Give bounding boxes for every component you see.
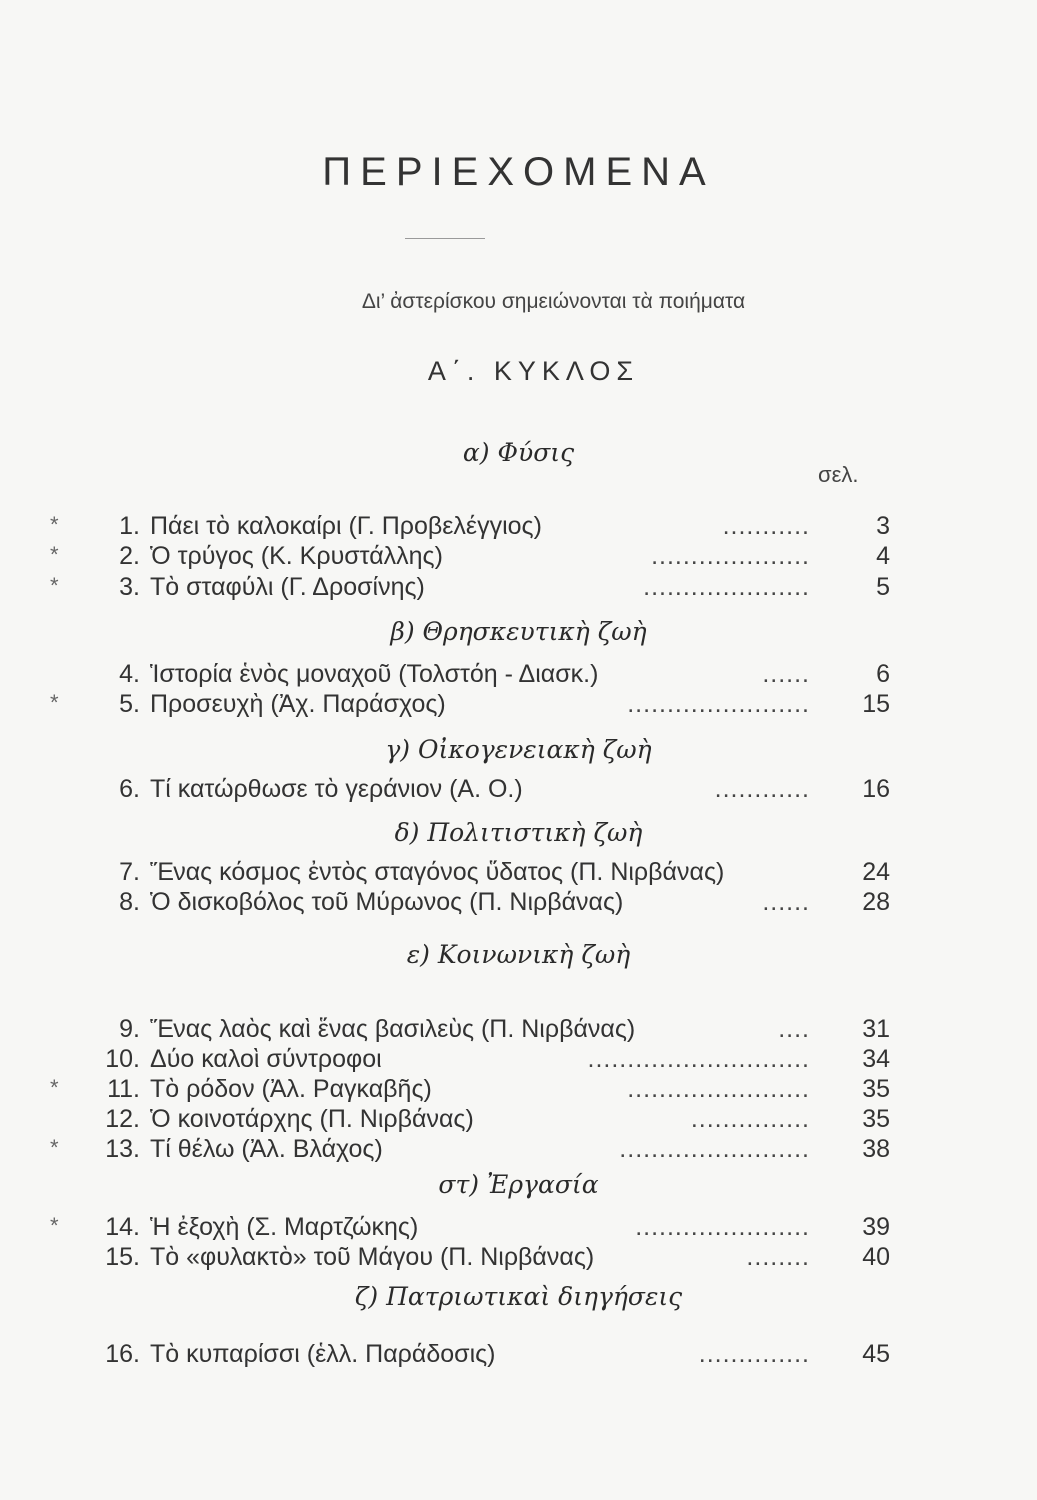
- dot-leader: ......: [762, 660, 810, 688]
- entry-page: 34: [862, 1045, 890, 1073]
- entry-number: 6.: [119, 775, 140, 803]
- toc-entry: [50, 1340, 890, 1372]
- dot-leader: ........: [746, 1243, 810, 1271]
- toc-entry: [50, 1135, 890, 1167]
- entry-number: 13.: [105, 1135, 140, 1163]
- section-heading: δ) Πολιτιστικὴ ζωὴ: [394, 818, 643, 847]
- entry-number: 4.: [119, 660, 140, 688]
- asterisk-mark: *: [50, 573, 59, 598]
- entry-number: 15.: [105, 1243, 140, 1271]
- toc-entry: [50, 1075, 890, 1107]
- section-heading: β) Θρησκευτικὴ ζωὴ: [390, 617, 647, 646]
- dot-leader: ......................: [635, 1213, 810, 1241]
- cycle-heading: Α΄. ΚΥΚΛΟΣ: [427, 356, 640, 386]
- toc-entry: [50, 1105, 890, 1137]
- entry-title: Ἡ ἐξοχὴ (Σ. Μαρτζώκης): [150, 1213, 419, 1241]
- section-heading: α) Φύσις: [462, 438, 575, 467]
- dot-leader: ............: [714, 775, 810, 803]
- entry-title: Ἕνας λαὸς καὶ ἕνας βασιλεὺς (Π. Νιρβάνας): [150, 1015, 636, 1043]
- entry-title: Τί θέλω (Ἀλ. Βλάχος): [150, 1135, 383, 1163]
- entry-title: Ἱστορία ἑνὸς μοναχοῦ (Τολστόη - Διασκ.): [150, 660, 599, 688]
- entry-number: 9.: [119, 1015, 140, 1043]
- entry-title: Τὸ σταφύλι (Γ. Δροσίνης): [150, 573, 425, 601]
- dot-leader: ....: [778, 1015, 810, 1043]
- entry-page: 39: [862, 1213, 890, 1241]
- entry-title: Προσευχὴ (Ἀχ. Παράσχος): [150, 690, 446, 718]
- entry-number: 2.: [119, 542, 140, 570]
- asterisk-mark: *: [50, 542, 59, 567]
- toc-entry: [50, 1213, 890, 1245]
- toc-entry: [50, 1045, 890, 1077]
- entry-number: 14.: [105, 1213, 140, 1241]
- entry-number: 11.: [107, 1075, 140, 1103]
- asterisk-mark: *: [50, 512, 59, 537]
- dot-leader: .......................: [627, 1075, 810, 1103]
- entry-number: 8.: [119, 888, 140, 916]
- dot-leader: ........................: [619, 1135, 810, 1163]
- toc-entry: [50, 512, 890, 544]
- entry-page: 16: [862, 775, 890, 803]
- entry-number: 7.: [119, 858, 140, 886]
- dot-leader: ............................: [587, 1045, 810, 1073]
- entry-number: 10.: [105, 1045, 140, 1073]
- toc-entry: [50, 1243, 890, 1275]
- entry-number: 1.: [119, 512, 140, 540]
- asterisk-mark: *: [50, 1213, 59, 1238]
- entry-number: 16.: [105, 1340, 140, 1368]
- dot-leader: .....................: [643, 573, 810, 601]
- entry-page: 28: [862, 888, 890, 916]
- entry-title: Τὸ «φυλακτὸ» τοῦ Μάγου (Π. Νιρβάνας): [150, 1243, 595, 1271]
- dot-leader: ...........: [722, 512, 810, 540]
- toc-entry: [50, 573, 890, 605]
- section-heading: στ) Ἐργασία: [438, 1170, 599, 1199]
- toc-entry: [50, 775, 890, 807]
- section-heading: γ) Οἰκογενειακὴ ζωὴ: [385, 735, 652, 764]
- entry-page: 40: [862, 1243, 890, 1271]
- toc-entry: [50, 660, 890, 692]
- dot-leader: ...............: [690, 1105, 810, 1133]
- entry-title: Τί κατώρθωσε τὸ γεράνιον (Α. Ο.): [150, 775, 523, 803]
- entry-page: 35: [862, 1075, 890, 1103]
- entry-page: 4: [876, 542, 890, 570]
- dot-leader: .......................: [627, 690, 810, 718]
- entry-page: 15: [862, 690, 890, 718]
- entry-title: Ὁ κοινοτάρχης (Π. Νιρβάνας): [150, 1105, 474, 1133]
- entry-title: Ὁ τρύγος (Κ. Κρυστάλλης): [150, 542, 443, 570]
- entry-page: 3: [876, 512, 890, 540]
- entry-page: 6: [876, 660, 890, 688]
- entry-title: Ὁ δισκοβόλος τοῦ Μύρωνος (Π. Νιρβάνας): [150, 888, 624, 916]
- asterisk-mark: *: [50, 1135, 59, 1160]
- toc-entry: [50, 888, 890, 920]
- asterisk-mark: *: [50, 690, 59, 715]
- entry-title: Δύο καλοὶ σύντροφοι: [150, 1045, 382, 1073]
- dot-leader: ......: [762, 888, 810, 916]
- page-column-label: σελ.: [818, 462, 859, 487]
- entry-title: Τὸ ρόδον (Ἀλ. Ραγκαβῆς): [150, 1075, 432, 1103]
- page-title: ΠΕΡΙΕΧΟΜΕΝΑ: [322, 150, 715, 194]
- section-heading: ζ) Πατριωτικαὶ διηγήσεις: [354, 1282, 683, 1311]
- entry-title: Πάει τὸ καλοκαίρι (Γ. Προβελέγγιος): [150, 512, 542, 540]
- section-heading: ε) Κοινωνικὴ ζωὴ: [406, 940, 631, 969]
- entry-page: 35: [862, 1105, 890, 1133]
- entry-number: 5.: [119, 690, 140, 718]
- entry-page: 31: [862, 1015, 890, 1043]
- dot-leader: ..............: [698, 1340, 810, 1368]
- asterisk-mark: *: [50, 1075, 59, 1100]
- entry-number: 3.: [119, 573, 140, 601]
- entry-page: 24: [862, 858, 890, 886]
- entry-title: Ἕνας κόσμος ἐντὸς σταγόνος ὕδατος (Π. Νιρβάνας): [150, 858, 725, 886]
- asterisk-note: Δι’ ἀστερίσκου σημειώνονται τὰ ποιήματα: [361, 290, 746, 313]
- entry-number: 12.: [105, 1105, 140, 1133]
- toc-entry: [50, 858, 890, 890]
- entry-page: 5: [876, 573, 890, 601]
- dot-leader: ....................: [651, 542, 810, 570]
- entry-page: 38: [862, 1135, 890, 1163]
- entry-page: 45: [862, 1340, 890, 1368]
- toc-entry: [50, 542, 890, 574]
- entry-title: Τὸ κυπαρίσσι (ἑλλ. Παράδοσις): [150, 1340, 496, 1368]
- toc-entry: [50, 1015, 890, 1047]
- toc-entry: [50, 690, 890, 722]
- title-divider: [405, 238, 485, 239]
